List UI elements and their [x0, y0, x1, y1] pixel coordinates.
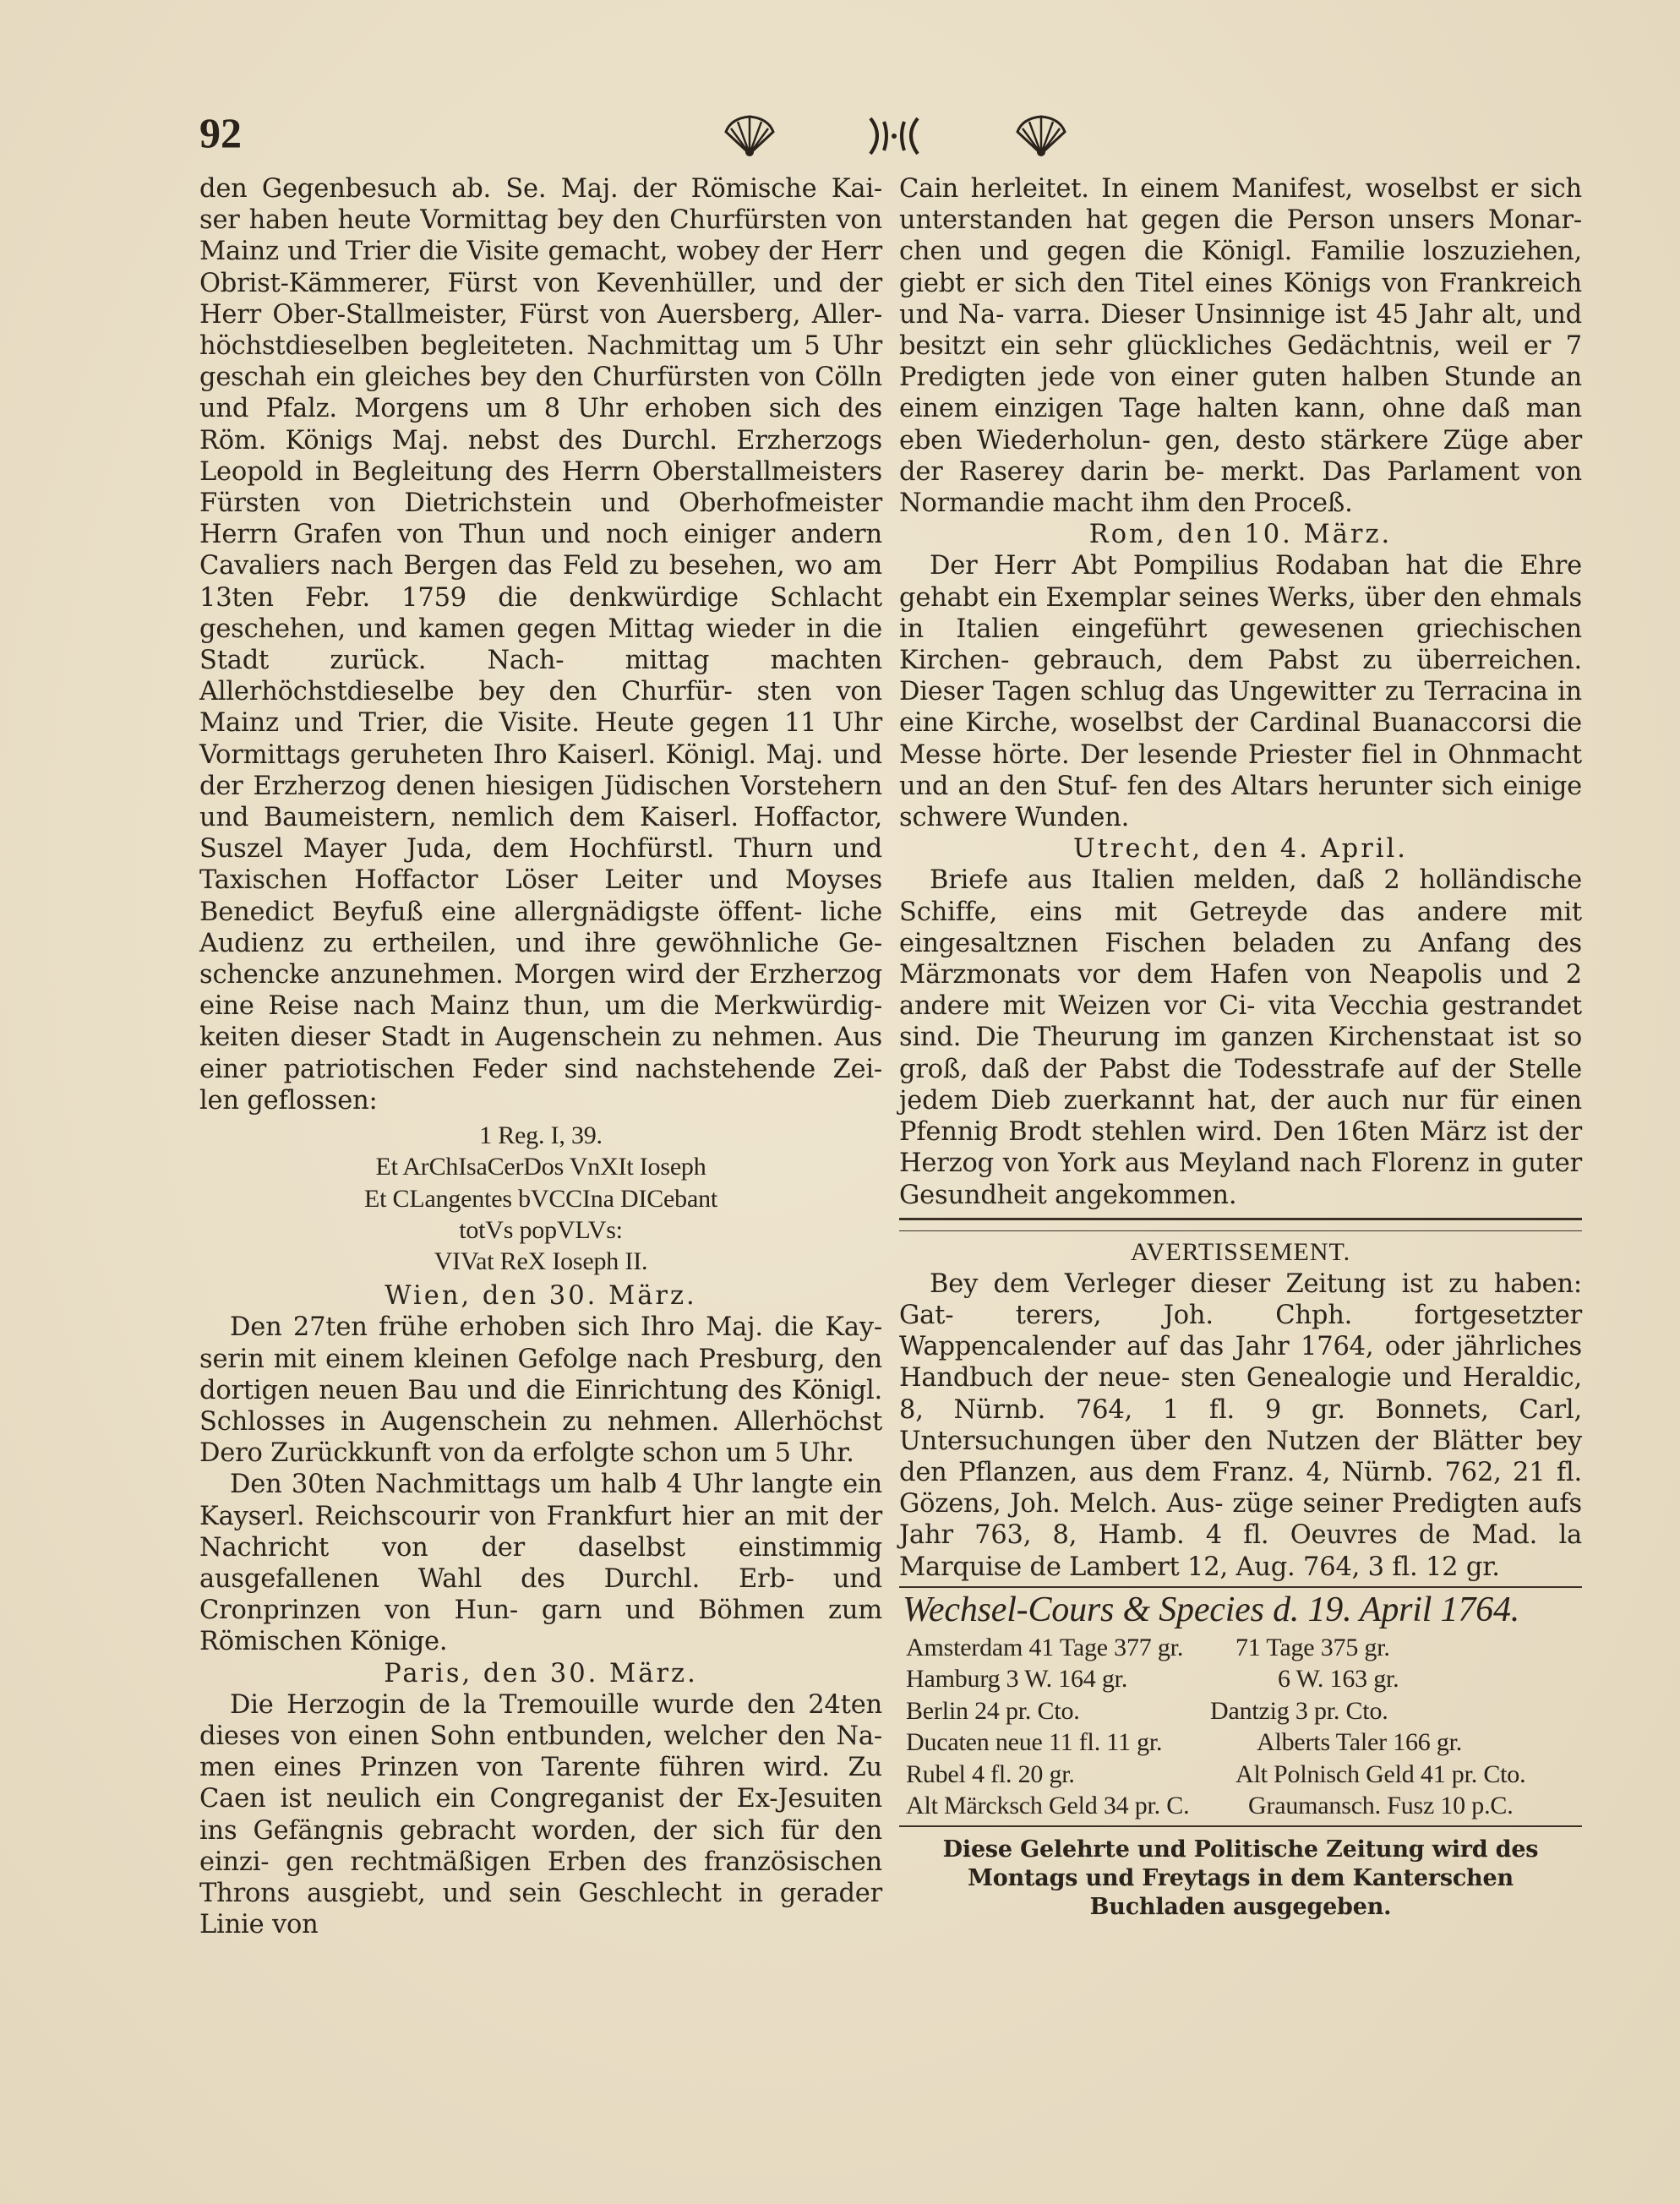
article-paragraph: Den 30ten Nachmittags um halb 4 Uhr langte ein Kayserl. Reichscourir von Frankfurt hier an mit der Nachricht von der daselbst einstimmig ausgefallenen Wahl des Durchl. Erb- und Cronprinzen von Hun- garn und Böhmen zum Römischen Könige.	[199, 1470, 882, 1657]
exchange-cell: Ducaten neue 11 fl. 11 gr.	[906, 1728, 1163, 1757]
exchange-cell: Amsterdam 41 Tage 377 gr.	[906, 1633, 1184, 1661]
exchange-cell: Graumansch. Fusz 10 p.C.	[1248, 1792, 1514, 1820]
poem-line: Et ArChIsaCerDos VnXIt Ioseph	[375, 1153, 706, 1181]
dateline: Paris, den 30. März.	[384, 1658, 698, 1688]
article-paragraph: Der Herr Abt Pompilius Rodaban hat die Ehre gehabt ein Exemplar seines Werks, über den ehmals in Italien eingeführt gewesenen griechischen Kirchen- gebrauch, dem Pabst zu überreichen. Dieser Tagen schlug das Ungewitter zu Terracina in eine Kirche, woselbst der Cardinal Buanaccorsi die Messe hörte. Der lesende Priester fiel in Ohnmacht und an den Stuf- fen des Altars herunter sich einige schwere Wunden.	[899, 551, 1582, 833]
scroll-ornament-icon	[859, 113, 930, 159]
dateline: Wien, den 30. März.	[385, 1281, 697, 1312]
exchange-cell: Dantzig 3 pr. Cto.	[1210, 1696, 1388, 1725]
exchange-cell: Alberts Taler 166 gr.	[1257, 1728, 1463, 1757]
section-divider	[899, 1825, 1582, 1827]
shell-ornament-icon	[1011, 113, 1072, 159]
exchange-row	[899, 1663, 1582, 1695]
left-column	[199, 173, 882, 1940]
page-number: 92	[199, 109, 242, 156]
poem-line: totVs popVLVs:	[459, 1215, 623, 1244]
poem-line: Et CLangentes bVCCIna DICebant	[363, 1184, 718, 1213]
exchange-row	[899, 1727, 1582, 1759]
avertissement-text: Bey dem Verleger dieser Zeitung ist zu haben: Gat- terers, Joh. Chph. fortgesetzter Wappencalender auf das Jahr 1764, oder jährliches Handbuch der neue- sten Genealogie und Heraldic, 8, Nürnb. 764, 1 fl. 9 gr. Bonnets, Carl, Untersuchungen über den Nutzen der Blätter bey den Pflanzen, aus dem Franz. 4, Nürnb. 762, 21 fl. Gözens, Joh. Melch. Aus- züge seiner Predigten aufs Jahr 763, 8, Hamb. 4 fl. Oeuvres de Mad. la Marquise de Lambert 12, Aug. 764, 3 fl. 12 gr.	[899, 1268, 1582, 1582]
publication-notice: Diese Gelehrte und Politische Zeitung wird des Montags und Freytags in dem Kanterschen Buchladen ausgegeben.	[942, 1836, 1539, 1920]
dateline: Rom, den 10. März.	[1088, 520, 1393, 550]
exchange-cell: 6 W. 163 gr.	[1278, 1665, 1399, 1694]
exchange-rates-title: Wechsel-Cours & Species d. 19. April 1764.	[903, 1590, 1520, 1629]
exchange-cell: Berlin 24 pr. Cto.	[906, 1696, 1080, 1725]
exchange-row	[899, 1632, 1582, 1664]
shell-ornament-icon	[719, 113, 780, 159]
exchange-row	[899, 1790, 1582, 1822]
exchange-row	[899, 1695, 1582, 1727]
section-divider	[899, 1218, 1582, 1231]
section-divider	[899, 1586, 1582, 1588]
article-paragraph: den Gegenbesuch ab. Se. Maj. der Römische Kai- ser haben heute Vormittag bey den Churfürsten von Mainz und Trier die Visite gemacht, wobey der Herr Obrist-Kämmerer, Fürst von Kevenhüller, und der Herr Ober-Stallmeister, Fürst von Auersberg, Aller- höchstdieselben begleiteten. Nachmittag um 5 Uhr geschah ein gleiches bey den Churfürsten von Cölln und Pfalz. Morgens um 8 Uhr erhoben sich des Röm. Königs Maj. nebst des Durchl. Erzherzogs Leopold in Begleitung des Herrn Oberstallmeisters Fürsten von Dietrichstein und Oberhofmeister Herrn Grafen von Thun und noch einiger andern Cavaliers nach Bergen das Feld zu besehen, wo am 13ten Febr. 1759 die denkwürdige Schlacht geschehen, und kamen gegen Mittag wieder in die Stadt zurück. Nach- mittag machten Allerhöchstdieselbe bey den Churfür- sten von Mainz und Trier, die Visite. Heute gegen 11 Uhr Vormittags geruheten Ihro Kaiserl. Königl. Maj. und der Erzherzog denen hiesigen Jüdischen Vorstehern und Baumeistern, nemlich dem Kaiserl. Hoffactor, Suszel Mayer Juda, dem Hochfürstl. Thurn und Taxischen Hoffactor Löser Leiter und Moyses Benedict Beyfuß eine allergnädigste öffent- liche Audienz zu ertheilen, und ihre gewöhnliche Ge- schencke anzunehmen. Morgen wird der Erzherzog eine Reise nach Mainz thun, um die Merkwürdig- keiten dieser Stadt in Augenschein zu nehmen. Aus einer patriotischen Feder sind nachstehende Zei- len geflossen:	[199, 174, 882, 1116]
exchange-cell: 71 Tage 375 gr.	[1235, 1633, 1390, 1661]
page-header	[199, 108, 1180, 167]
article-paragraph: Die Herzogin de la Tremouille wurde den 24ten dieses von einen Sohn entbunden, welcher den Na- men eines Prinzen von Tarente führen wird. Zu Caen ist neulich ein Congreganist der Ex-Jesuiten ins Gefängnis gebracht worden, der sich für den einzi- gen rechtmäßigen Erben des französischen Throns ausgiebt, und sein Geschlecht in gerader Linie von	[199, 1689, 882, 1940]
exchange-cell: Rubel 4 fl. 20 gr.	[906, 1759, 1075, 1788]
exchange-cell: Alt Märcksch Geld 34 pr. C.	[906, 1792, 1190, 1820]
article-paragraph: Briefe aus Italien melden, daß 2 holländische Schiffe, eins mit Getreyde das andere mit eingesaltznen Fischen beladen zu Anfang des Märzmonats vor dem Hafen von Neapolis und 2 andere mit Weizen vor Ci- vita Vecchia gestrandet sind. Die Theurung im ganzen Kirchenstaat ist so groß, daß der Pabst die Todesstrafe auf der Stelle jedem Dieb zuerkannt hat, der auch nur für einen Pfennig Brodt stehlen wird. Den 16ten März ist der Herzog von York aus Meyland nach Florenz in guter Gesundheit angekommen.	[899, 865, 1582, 1210]
avertissement-title: AVERTISSEMENT.	[1130, 1237, 1351, 1266]
article-paragraph: Cain herleitet. In einem Manifest, woselbst er sich unterstanden hat gegen die Person unsers Monar- chen und gegen die Königl. Familie loszuziehen, giebt er sich den Titel eines Königs von Frankreich und Na- varra. Dieser Unsinnige ist 45 Jahr alt, und besitzt ein sehr glückliches Gedächtnis, weil er 7 Predigten jede von einer guten halben Stunde an einem einzigen Tage halten kann, ohne daß man eben Wiederholun- gen, desto stärkere Züge aber der Raserey darin be- merkt. Das Parlament von Normandie macht ihm den Proceß.	[899, 174, 1582, 519]
poem-line: VIVat ReX Ioseph II.	[434, 1247, 648, 1275]
exchange-cell: Hamburg 3 W. 164 gr.	[906, 1665, 1128, 1694]
dateline: Utrecht, den 4. April.	[1072, 834, 1408, 865]
article-paragraph: Den 27ten frühe erhoben sich Ihro Maj. die Kay- serin mit einem kleinen Gefolge nach Presburg, den dortigen neuen Bau und die Einrichtung des Königl. Schlosses in Augenschein zu nehmen. Allerhöchst Dero Zurückkunft von da erfolgte schon um 5 Uhr.	[199, 1312, 882, 1469]
right-column	[899, 173, 1582, 1922]
exchange-row	[899, 1759, 1582, 1791]
exchange-cell: Alt Polnisch Geld 41 pr. Cto.	[1235, 1759, 1526, 1788]
poem-line: 1 Reg. I, 39.	[479, 1121, 603, 1150]
exchange-rates-table	[899, 1632, 1582, 1822]
